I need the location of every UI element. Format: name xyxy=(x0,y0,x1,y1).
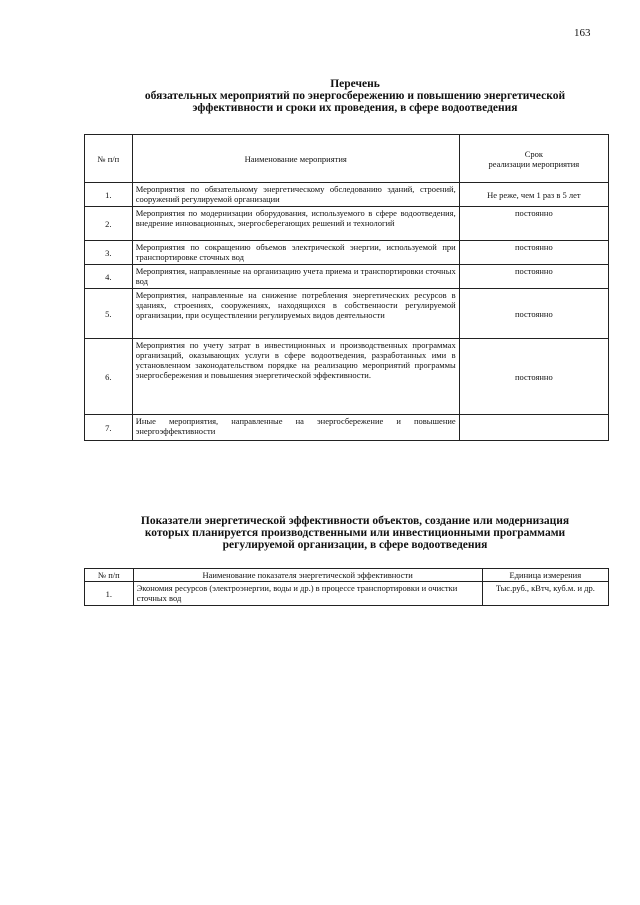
heading-line: Показатели энергетической эффективности объектов, создание или модернизация xyxy=(140,515,570,527)
heading-line: регулируемой организации, в сфере водоотведения xyxy=(222,539,488,551)
table-row xyxy=(85,289,609,339)
header-term xyxy=(459,135,608,183)
header-name: Наименование мероприятия xyxy=(132,135,459,183)
table-row xyxy=(85,183,609,207)
row-name: Мероприятия, направленные на снижение потребления энергетических ресурсов в зданиях, строениях, сооружениях, находящихся в собственности регулируемой организации, при осуществлении регулируемых видов деятельности xyxy=(132,289,459,339)
row-num: 2. xyxy=(85,207,133,241)
row-term: постоянно xyxy=(459,339,608,415)
header-unit: Единица измерения xyxy=(482,569,608,582)
row-name: Мероприятия по учету затрат в инвестиционных и производственных программах организаций, оказывающих услуги в сфере водоотведения, разработанных ими в установленном законодательством порядке на реализацию мероприятий программы энергосбережения и повышения энергетической эффективности. xyxy=(132,339,459,415)
row-name: Иные мероприятия, направленные на энергосбережение и повышение энергоэффективности xyxy=(132,415,459,441)
indicators-table xyxy=(84,568,609,606)
header-term-line: Срок xyxy=(524,148,543,159)
row-term xyxy=(459,415,608,441)
row-unit: Тыс.руб., кВтч, куб.м. и др. xyxy=(482,582,608,606)
heading-measures-list xyxy=(100,78,610,114)
row-num: 7. xyxy=(85,415,133,441)
table-row xyxy=(85,582,609,606)
table-row xyxy=(85,415,609,441)
heading-line: обязательных мероприятий по энергосбережению и повышению энергетической xyxy=(144,90,566,102)
row-term: Не реже, чем 1 раз в 5 лет xyxy=(459,183,608,207)
table-row xyxy=(85,339,609,415)
row-name: Мероприятия по модернизации оборудования, используемого в сфере водоотведения, внедрение инновационных, энергосберегающих решений и технологий xyxy=(132,207,459,241)
heading-efficiency-indicators xyxy=(100,515,610,551)
row-term: постоянно xyxy=(459,207,608,241)
row-num: 1. xyxy=(85,183,133,207)
row-term: постоянно xyxy=(459,289,608,339)
row-name: Мероприятия, направленные на организацию учета приема и транспортировки сточных вод xyxy=(132,265,459,289)
table-header-row xyxy=(85,135,609,183)
heading-line: Перечень xyxy=(330,78,380,90)
table-row xyxy=(85,241,609,265)
row-name: Мероприятия по обязательному энергетическому обследованию зданий, строений, сооружений регулируемой организации xyxy=(132,183,459,207)
header-term-line: реализации мероприятия xyxy=(488,158,580,169)
row-term: постоянно xyxy=(459,265,608,289)
page-number: 163 xyxy=(574,27,591,39)
measures-table xyxy=(84,134,609,441)
row-term: постоянно xyxy=(459,241,608,265)
table-header-row xyxy=(85,569,609,582)
row-num: 6. xyxy=(85,339,133,415)
heading-line: которых планируется производственными или инвестиционными программами xyxy=(144,527,566,539)
row-num: 1. xyxy=(85,582,134,606)
heading-line: эффективности и сроки их проведения, в сфере водоотведения xyxy=(192,102,518,114)
header-num: № п/п xyxy=(85,569,134,582)
row-num: 4. xyxy=(85,265,133,289)
table-row xyxy=(85,265,609,289)
row-name: Мероприятия по сокращению объемов электрической энергии, используемой при транспортировке сточных вод xyxy=(132,241,459,265)
table-row xyxy=(85,207,609,241)
header-num: № п/п xyxy=(85,135,133,183)
row-name: Экономия ресурсов (электроэнергии, воды и др.) в процессе транспортировки и очистки сточных вод xyxy=(133,582,482,606)
row-num: 5. xyxy=(85,289,133,339)
row-num: 3. xyxy=(85,241,133,265)
header-name: Наименование показателя энергетической эффективности xyxy=(133,569,482,582)
